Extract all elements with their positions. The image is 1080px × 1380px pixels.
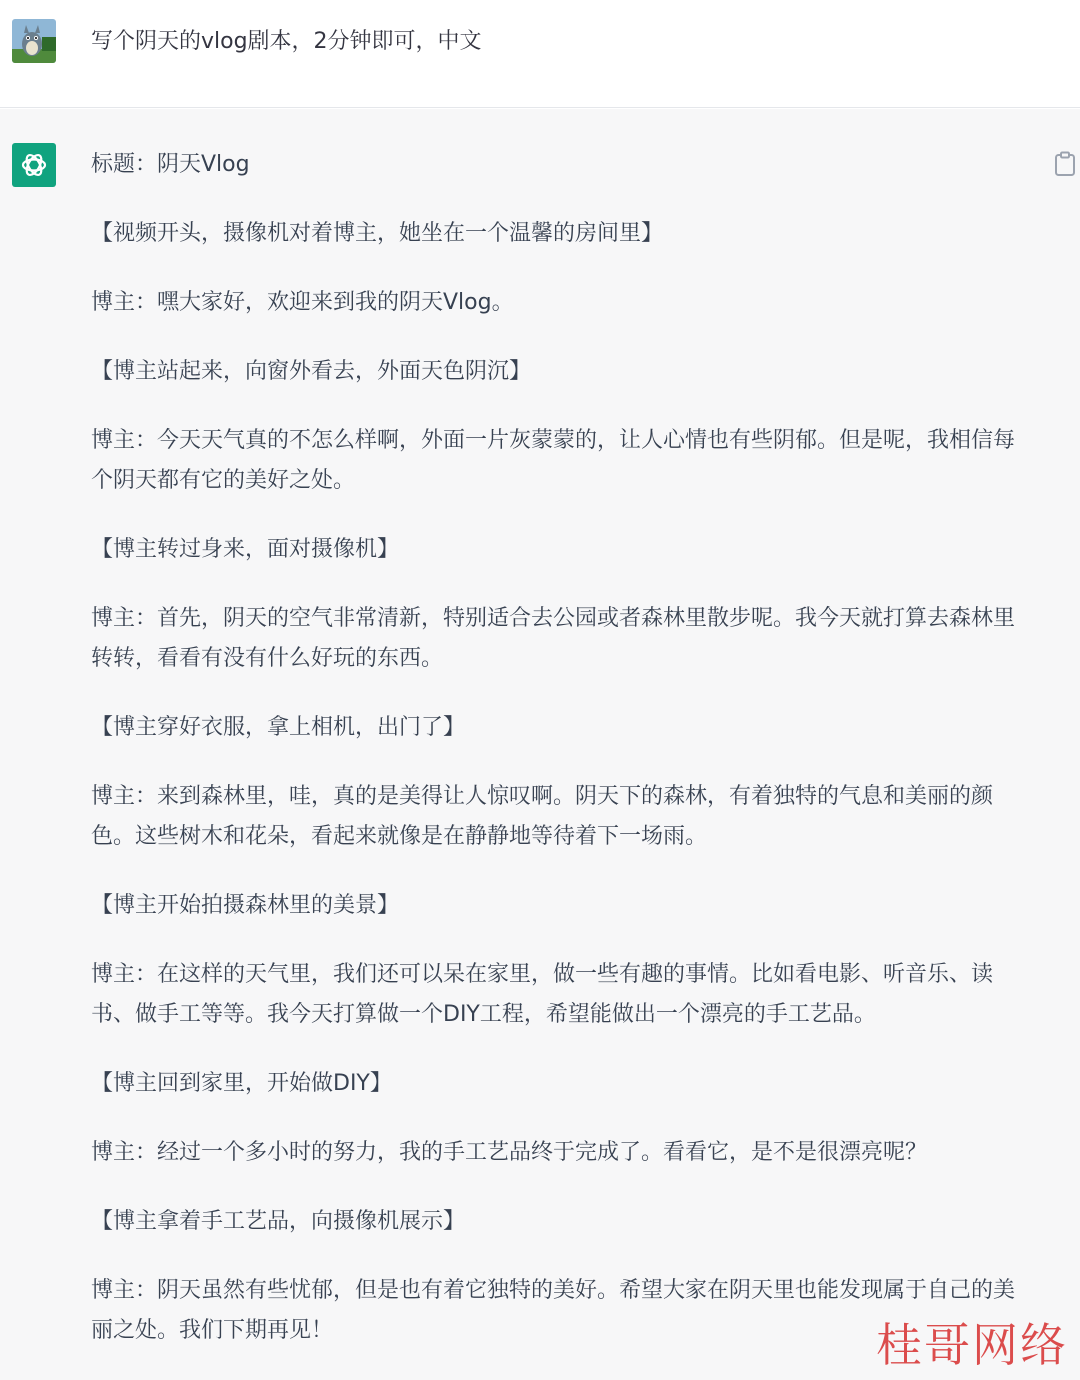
stage-direction: 【博主穿好衣服，拿上相机，出门了】: [91, 715, 466, 740]
dialogue-line: 博主：嘿大家好，欢迎来到我的阴天Vlog。: [91, 290, 514, 315]
stage-direction: 【博主拿着手工艺品，向摄像机展示】: [91, 1209, 466, 1234]
assistant-message-content: [91, 145, 1026, 1380]
stage-direction: 【博主转过身来，面对摄像机】: [91, 537, 400, 562]
watermark-text: 桂哥网络: [876, 1318, 1068, 1372]
stage-direction: 【博主站起来，向窗外看去，外面天色阴沉】: [91, 359, 532, 384]
user-message-text: 写个阴天的vlog剧本，2分钟即可，中文: [91, 29, 482, 54]
chatgpt-logo-icon: [12, 143, 56, 187]
dialogue-line: 博主：经过一个多小时的努力，我的手工艺品终于完成了。看看它，是不是很漂亮呢？: [91, 1140, 928, 1165]
assistant-message-row: [0, 109, 1080, 1380]
user-avatar: [12, 19, 56, 63]
dialogue-line: 博主：在这样的天气里，我们还可以呆在家里，做一些有趣的事情。比如看电影、听音乐、读书、做手工等等。我今天打算做一个DIY工程，希望能做出一个漂亮的手工艺品。: [91, 962, 994, 1027]
dialogue-line: 博主：首先，阴天的空气非常清新，特别适合去公园或者森林里散步呢。我今天就打算去森林里转转，看看有没有什么好玩的东西。: [91, 606, 1016, 671]
user-avatar-image: [12, 19, 56, 63]
dialogue-line: 博主：阴天虽然有些忧郁，但是也有着它独特的美好。希望大家在阴天里也能发现属于自己的美丽之处。我们下期再见！: [91, 1278, 1016, 1343]
dialogue-line: 博主：今天天气真的不怎么样啊，外面一片灰蒙蒙的，让人心情也有些阴郁。但是呢，我相信每个阴天都有它的美好之处。: [91, 428, 1016, 493]
stage-direction: 【视频开头，摄像机对着博主，她坐在一个温馨的房间里】: [91, 221, 664, 246]
user-message-row: [0, 0, 1080, 108]
stage-direction: 【博主开始拍摄森林里的美景】: [91, 893, 400, 918]
clipboard-icon[interactable]: [1054, 151, 1076, 177]
script-title: 标题：阴天Vlog: [91, 152, 250, 177]
stage-direction: 【博主回到家里，开始做DIY】: [91, 1071, 392, 1096]
dialogue-line: 博主：来到森林里，哇，真的是美得让人惊叹啊。阴天下的森林，有着独特的气息和美丽的颜色。这些树木和花朵，看起来就像是在静静地等待着下一场雨。: [91, 784, 994, 849]
